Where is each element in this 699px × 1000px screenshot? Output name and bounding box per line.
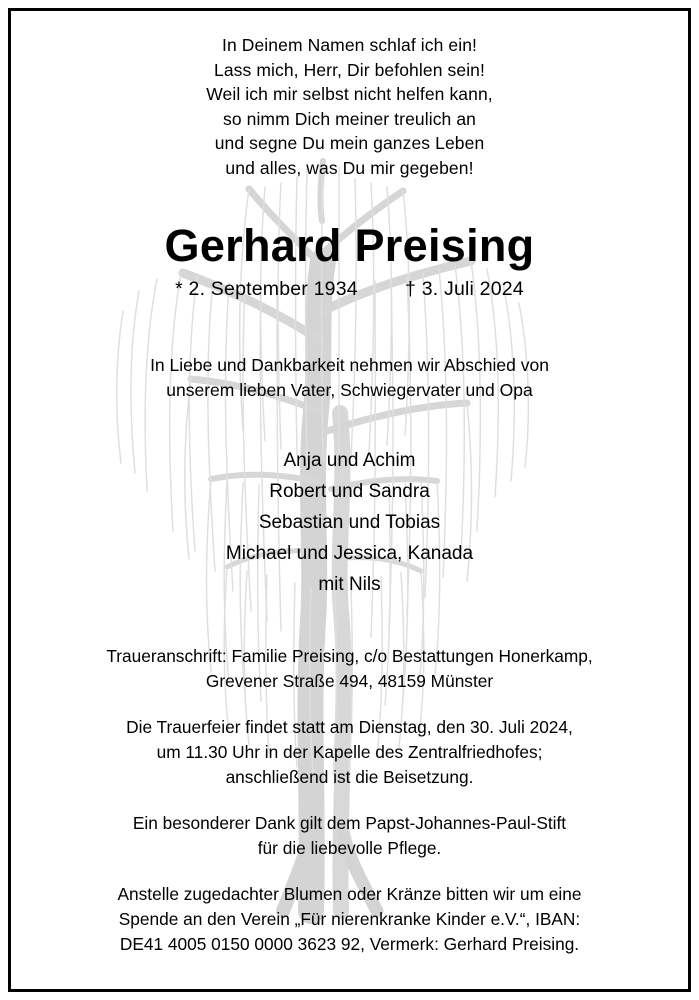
poem-line: und alles, was Du mir gegeben! — [225, 157, 474, 178]
address-line: Traueranschrift: Familie Preising, c/o Bestattungen Honerkamp, — [106, 646, 593, 666]
dedication-line: In Liebe und Dankbarkeit nehmen wir Abschied von — [150, 355, 549, 375]
dedication-line: unserem lieben Vater, Schwiegervater und Opa — [166, 380, 533, 400]
family-member: Robert und Sandra — [269, 481, 430, 502]
family-member: Sebastian und Tobias — [258, 512, 441, 533]
donation-line: DE41 4005 0150 0000 3623 92, Vermerk: Gerhard Preising. — [119, 934, 580, 954]
donation-line: Spende an den Verein „Für nierenkranke Kinder e.V.“, IBAN: — [118, 909, 581, 929]
ceremony-line: um 11.30 Uhr in der Kapelle des Zentralfriedhofes; — [156, 742, 543, 762]
poem-line: und segne Du mein ganzes Leben — [214, 133, 485, 153]
poem-line: so nimm Dich meiner treulich an — [222, 108, 477, 129]
family-member: mit Nils — [318, 574, 381, 595]
poem-line: Lass mich, Herr, Dir befohlen sein! — [214, 59, 485, 80]
obituary-content — [11, 11, 688, 957]
poem-line: In Deinem Namen schlaf ich ein! — [221, 35, 478, 55]
death-date: † 3. Juli 2024 — [405, 278, 524, 300]
life-dates — [41, 278, 658, 301]
page-inner — [11, 11, 688, 989]
donation-line: Anstelle zugedachter Blumen oder Kränze bitten wir um eine — [117, 884, 582, 904]
address-line: Grevener Straße 494, 48159 Münster — [205, 671, 494, 691]
birth-date: * 2. September 1934 — [175, 278, 358, 300]
ceremony-line: Die Trauerfeier findet statt am Dienstag, den 30. Juli 2024, — [126, 717, 573, 737]
mourning-address — [41, 644, 658, 694]
thanks-line: für die liebevolle Pflege. — [257, 838, 442, 858]
deceased-name: Gerhard Preising — [164, 220, 535, 271]
details — [41, 644, 658, 957]
ceremony-info — [41, 715, 658, 790]
ceremony-line: anschließend ist die Beisetzung. — [225, 767, 474, 787]
thanks-line: Ein besonderer Dank gilt dem Papst-Johannes-Paul-Stift — [132, 813, 567, 833]
thanks-note — [41, 811, 658, 861]
donation-note — [41, 882, 658, 957]
poem — [41, 33, 658, 180]
family-member: Anja und Achim — [283, 450, 416, 471]
family-list — [41, 445, 658, 600]
family-member: Michael und Jessica, Kanada — [225, 543, 474, 564]
dedication — [41, 353, 658, 403]
poem-line: Weil ich mir selbst nicht helfen kann, — [206, 84, 493, 104]
